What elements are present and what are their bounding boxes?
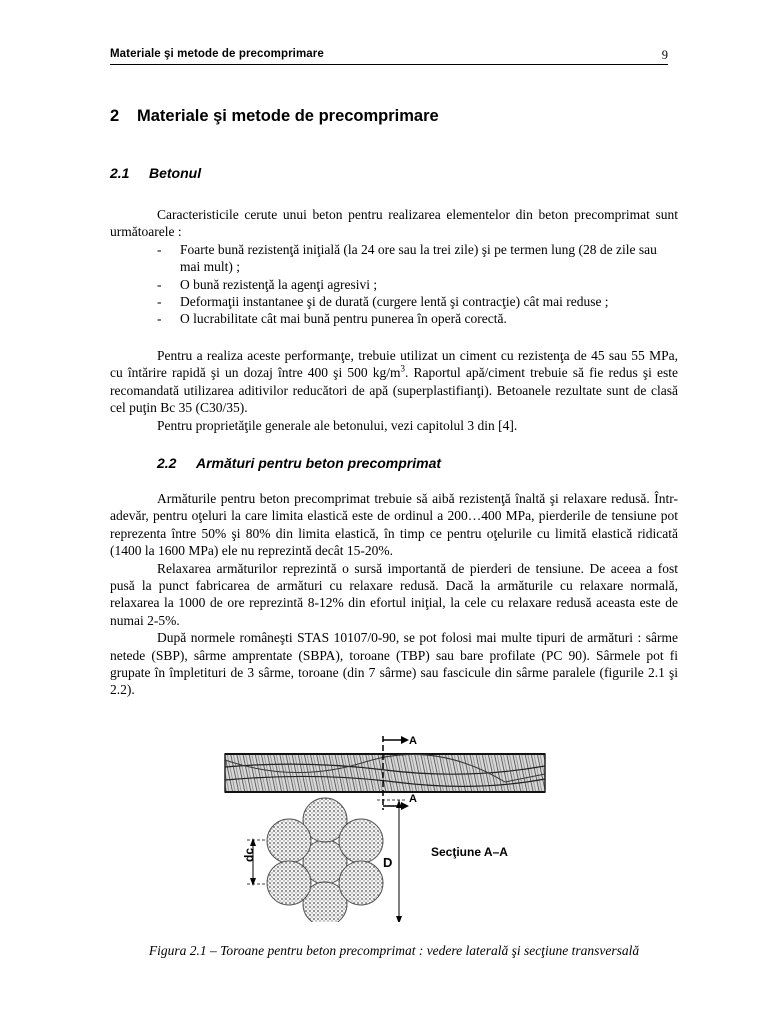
label-a-top: A [409, 735, 417, 747]
list-dash: - [157, 276, 162, 292]
strand-side-view [225, 754, 545, 792]
list-dash: - [157, 311, 162, 327]
list-item: - Deformaţii instantanee şi de durată (curgere lentă şi contracţie) cât mai reduse ; [157, 294, 609, 310]
section-title: Materiale şi metode de precomprimare [137, 107, 439, 125]
intro-paragraph: Caracteristicile cerute unui beton pentru realizarea elementelor din beton precomprimat sunt următoarele : [110, 207, 678, 240]
performance-paragraph: Pentru a realiza aceste performanţe, trebuie utilizat un ciment cu rezistenţa de 45 sau 55 MPa, cu întărire rapidă şi un dozaj între 400 şi 500 $kg/m^3$. Raportul apă/ciment trebuie să fie redus şi este recomandată utilizarea aditivilor reducători de apă (superplastifianţi). Betoanele rezultate sunt de clasă cel puţin Bc 35 (C30/35). [110, 348, 678, 416]
subsection-heading-betonul [110, 165, 201, 181]
armaturi-paragraph-1: Armăturile pentru beton precomprimat trebuie să aibă rezistenţă înaltă şi relaxare redusă. Într-adevăr, pentru oţeluri la care limita elastică este de ordinul a 200…400 MPa, pierderile de tensiune pot reprezenta între 50% şi 80% din limita elastică, în timp ce pentru oţelurile cu limită elastică ridicată (1400 la 1600 MPa) ele nu reprezintă decât 15-20%. [110, 491, 678, 559]
dimension-dc [242, 838, 267, 886]
betonul-body [110, 206, 678, 328]
strand-cross-section [267, 798, 383, 922]
list-dash: - [157, 294, 162, 310]
figure-strand [205, 722, 565, 922]
properties-paragraph: Pentru proprietăţile generale ale betonului, vezi capitolul 3 din [4]. [157, 417, 518, 433]
strand-drawing [205, 722, 565, 922]
armaturi-paragraph-2: Relaxarea armăturilor reprezintă o sursă importantă de pierderi de tensiune. De aceea a fost pusă la punct fabricarea de armături cu relaxare redusă. Dacă la armăturile cu relaxare normală, relaxarea la 1000 de ore reprezintă 8-12% din efortul iniţial, la cele cu relaxare redusă aceasta este de numai 2-5%. [110, 560, 678, 628]
page-number: 9 [661, 48, 668, 62]
section-heading [110, 107, 439, 126]
dimension-d [377, 800, 405, 922]
list-dash: - [157, 241, 162, 257]
list-item: - Foarte bună rezistenţă iniţială (la 24 ore sau la trei zile) şi pe termen lung (28 de zile sau mai mult) ; [157, 241, 657, 275]
running-title: Materiale şi metode de precomprimare [110, 48, 324, 60]
list-item: - O bună rezistenţă la agenţi agresivi ; [157, 276, 378, 292]
label-dc: dc [242, 847, 256, 862]
subsection-number: 2.2 [157, 455, 177, 471]
figure-caption: Figura 2.1 – Toroane pentru beton precomprimat : vedere laterală şi secţiune transversală [148, 943, 640, 958]
armaturi-body [110, 490, 678, 699]
subsection-heading-armaturi [157, 455, 441, 471]
armaturi-paragraph-3: După normele româneşti STAS 10107/0-90, se pot folosi mai multe tipuri de armături : sârme netede (SBP), sârme amprentate (SBPA), toroane (TBP) sau bare profilate (PC 90). Sârmele pot fi grupate în împletituri de 3 sârme, toroane (din 7 sârme) sau fascicule din sârme paralele (figurile 2.1 şi 2.2). [110, 630, 678, 698]
performance-body [110, 347, 678, 434]
label-section: Secţiune A–A [431, 845, 508, 859]
list-item: - O lucrabilitate cât mai bună pentru punerea în operă corectă. [157, 311, 507, 327]
subsection-title: Betonul [149, 165, 202, 181]
subsection-title: Armături pentru beton precomprimat [196, 455, 442, 471]
label-a-bottom: A [409, 793, 417, 805]
label-d: D [383, 855, 393, 870]
subsection-number: 2.1 [110, 165, 130, 181]
running-header [110, 46, 668, 65]
requirements-list [110, 241, 678, 328]
section-number: 2 [110, 107, 120, 125]
